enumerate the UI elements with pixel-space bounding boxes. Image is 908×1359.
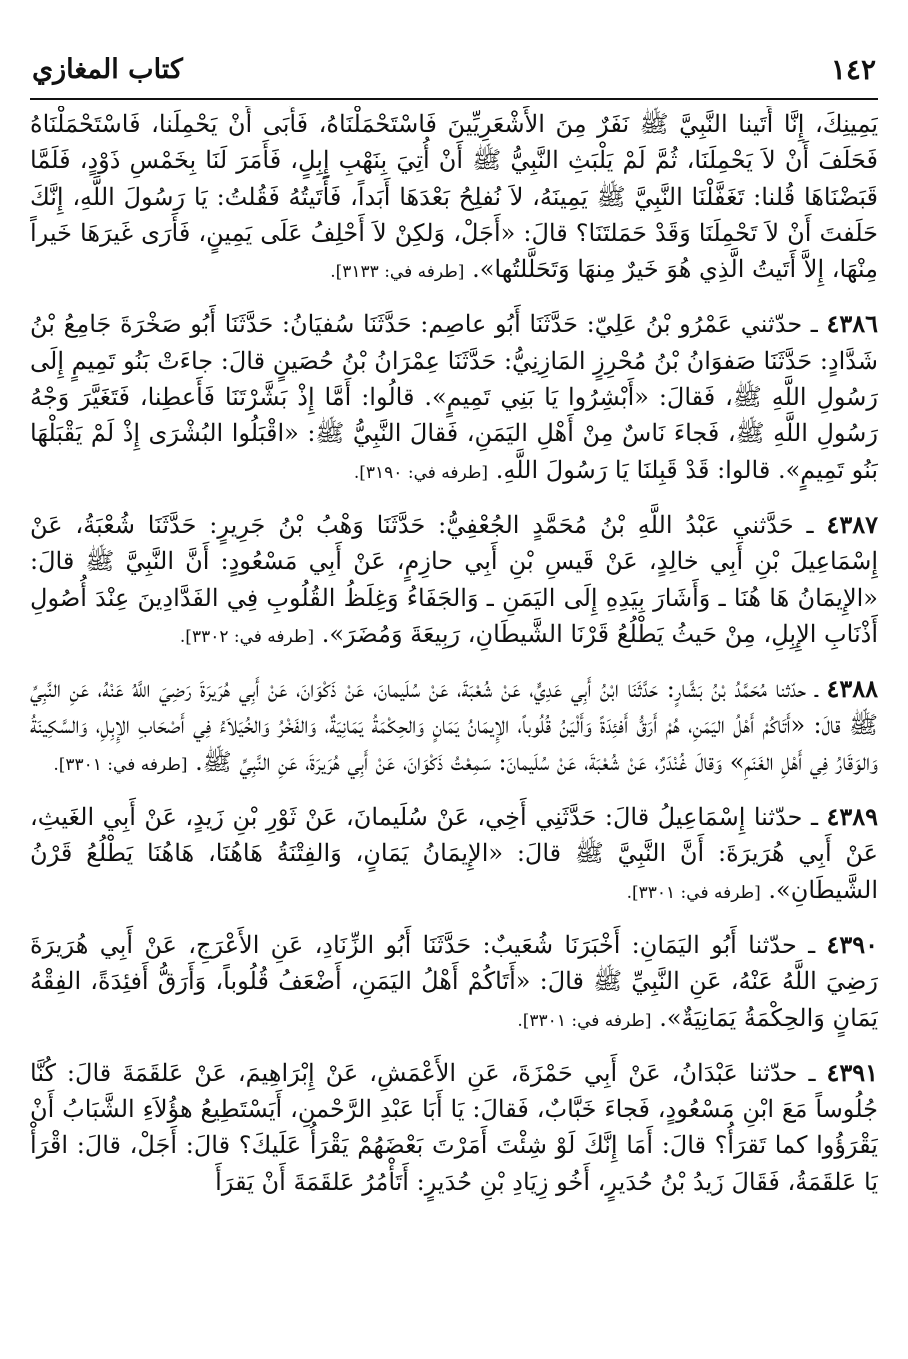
hadith-paragraph xyxy=(30,507,878,655)
hadith-number: ٤٣٩٠ xyxy=(826,929,878,959)
hadith-paragraph xyxy=(30,671,878,783)
hadith-text: ـ حدّثني عَمْرُو بْنُ عَلِيّ: حَدَّثَنَا أَبُو عاصِم: حَدَّثَنَا سُفيَانُ: حَدَّثَنَا أَبُو صَخْرَةَ جَامِعُ بْنُ شَدَّادٍ: حَدَّثَنَا صَفوَانُ بْنُ مُحْرِزٍ المَازِنِيُّ: حَدَّثَنَا عِمْرَانُ بْنُ حُصَينٍ قالَ: جاءَتْ بَنُو تَمِيمٍ إِلَى رَسُولِ اللَّهِ ﷺ، فَقالَ: «أَبْشِرُوا يَا بَنِي تَمِيمٍ». قالُوا: أَمَّا إِذْ بَشَّرْتَنَا فَأَعطِنا، فَتَغَيَّرَ وَجْهُ رَسُولِ اللَّهِ ﷺ، فَجاءَ نَاسٌ مِنْ أَهْلِ اليَمَنِ، فَقالَ النَّبِيُّ ﷺ: «اقْبَلُوا البُشْرَى إِذْ لَمْ يَقْبَلْهَا بَنُو تَمِيمٍ». قالوا: قَدْ قَبِلنَا يَا رَسُولَ اللَّهِ. xyxy=(30,310,878,484)
book-title: كتاب المغازي xyxy=(32,53,183,85)
hadith-text: يَمِينِكَ، إِنَّا أَتَينا النَّبِيَّ ﷺ نَفَرٌ مِنَ الأَشْعَرِيِّينَ فَاسْتَحْمَلْنَاهُ، فَأَبَى أَنْ يَحْمِلَنا، فَاسْتَحْمَلْنَاهُ فَحَلَفَ أَنْ لاَ يَحْمِلَنَا، ثُمَّ لَمْ يَلْبَثِ النَّبِيُّ ﷺ أَنْ أُتِيَ بِنَهْبِ إِبِلٍ، فَأَمَرَ لَنَا بِخَمْسِ ذَوْدٍ، فَلَمَّا قَبَضْنَاهَا قُلنا: تَغَفَّلْنَا النَّبِيَّ ﷺ يَمِينَهُ، لاَ نُفلِحُ بَعْدَهَا أَبَداً، فَأَتَيتُهُ فَقُلتُ: يَا رَسُولَ اللَّهِ، إِنَّكَ حَلَفتَ أَنْ لاَ تَحْمِلَنَا وَقَدْ حَمَلتَنَا؟ قالَ: «أَجَلْ، وَلكِنْ لاَ أَحْلِفُ عَلَى يَمِينٍ، فَأَرَى غَيرَهَا خَيراً مِنْهَا، إِلاَّ أَتَيتُ الَّذِي هُوَ خَيرٌ مِنهَا وَتَحَلَّلتُها». xyxy=(30,110,878,284)
hadith-text: ـ حدّثنا عَبْدَانُ، عَنْ أَبِي حَمْزَةَ، عَنِ الأَعْمَشِ، عَنْ إِبْرَاهِيمَ، عَنْ عَلقَمَةَ قالَ: كُنَّا جُلُوساً مَعَ ابْنِ مَسْعُودٍ، فَجاءَ خَبَّابٌ، فَقالَ: يَا أَبَا عَبْدِ الرَّحْمنِ، أَيَسْتَطِيعُ هؤُلاَءِ الشَّبَابُ أَنْ يَقْرَؤُوا كما تَقرَأُ؟ قالَ: أَمَا إِنَّكَ لَوْ شِئْتَ أَمَرْتَ بَعْضَهُمْ يَقْرَأُ عَلَيكَ؟ قالَ: أَجَلْ، قالَ: اقْرَأْ يَا عَلقَمَةُ، فَقَالَ زَيدُ بْنُ حُدَيرٍ، أَخُو زِيَادِ بْنِ حُدَيرٍ: أَتَأْمُرُ عَلقَمَةَ أَنْ يَقرَأَ xyxy=(30,1058,878,1196)
hadith-text: ـ حَدَّثني عَبْدُ اللَّهِ بْنُ مُحَمَّدٍ الجُعْفِيُّ: حَدَّثَنَا وَهْبُ بْنُ جَرِيرٍ: حَدَّثَنَا شُعْبَةُ، عَنْ إِسْمَاعِيلَ بْنِ أَبِي خالِدٍ، عَنْ قَيسِ بْنِ أَبِي حازِمٍ، عَنْ أَبِي مَسْعُودٍ: أَنَّ النَّبِيَّ ﷺ قالَ: «الإِيمَانُ هَا هُنَا ـ وَأَشَارَ بِيَدِهِ إِلَى اليَمَنِ ـ وَالجَفَاءُ وَغِلَظُ القُلُوبِ فِي الفَدَّادِينَ عِنْدَ أُصُولِ أَذْنَابِ الإِبِلِ، مِنْ حَيثُ يَطْلُعُ قَرْنَا الشَّيطَانِ، رَبِيعَةَ وَمُضَرَ». xyxy=(30,510,878,648)
cross-reference: [طرفه في: ٣٣٠١]. xyxy=(626,882,761,903)
cross-reference: [طرفه في: ٣٣٠١]. xyxy=(53,754,188,775)
hadith-number: ٤٣٨٦ xyxy=(826,309,878,339)
hadith-text: ـ حدّثنا أَبُو اليَمَانِ: أَخْبَرَنَا شُعَيبٌ: حَدَّثَنَا أَبُو الزِّنَادِ، عَنِ الأَعْرَجِ، عَنْ أَبِي هُرَيرَةَ رَضِيَ اللَّهُ عَنْهُ، عَنِ النَّبِيِّ ﷺ قالَ: «أَتَاكُمْ أَهْلُ اليَمَنِ، أَضْعَفُ قُلُوباً، وَأَرَقُّ أَفئِدَةً، الفِقْهُ يَمَانٍ وَالحِكْمَةُ يَمَانِيَةٌ». xyxy=(30,930,878,1032)
hadith-paragraph xyxy=(30,306,878,490)
page-number: ١٤٢ xyxy=(830,52,876,86)
hadith-paragraph xyxy=(30,106,878,290)
cross-reference: [طرفه في: ٣١٣٣]. xyxy=(330,262,465,283)
hadith-paragraph xyxy=(30,1055,878,1200)
cross-reference: [طرفه في: ٣٣٠٢]. xyxy=(179,626,315,647)
hadith-text: ـ حدّثنا مُحَمَّدُ بْنُ بَشَّارٍ: حَدَّثَنَا ابْنُ أَبِي عَدِيٍّ، عَنْ شُعْبَةَ، عَنْ سُلَيمانَ، عَنْ ذَكْوَانَ، عَنْ أَبِي هُرَيرَةَ رَضِيَ اللَّهُ عَنْهُ، عَنِ النَّبِيِّ ﷺ قالَ: «أَتَاكُمْ أَهْلُ اليَمَنِ، هُمْ أَرَقُّ أَفئِدَةً وَأَلْيَنُ قُلُوباً، الإِيمَانُ يَمَانٍ وَالحِكْمَةُ يَمَانِيَةٌ، وَالفَخْرُ وَالخُيَلاَءُ فِي أَصْحَابِ الإِبِلِ، وَالسَّكِينَةُ وَالوَقَارُ فِي أَهْلِ الغَنَمِ» وَقالَ غُنْدَرٌ، عَنْ شُعْبَةَ، عَنْ سُلَيمانَ: سَمِعْتُ ذَكْوَانَ، عَنْ أَبِي هُرَيرَةَ، عَنِ النَّبِيِّ ﷺ. xyxy=(30,675,878,776)
header-rule xyxy=(30,98,878,100)
page-content xyxy=(30,106,878,1351)
hadith-number: ٤٣٩١ xyxy=(826,1057,878,1087)
cross-reference: [طرفه في: ٣١٩٠]. xyxy=(353,462,489,483)
cross-reference: [طرفه في: ٣٣٠١]. xyxy=(517,1010,652,1031)
page-header xyxy=(32,44,876,94)
hadith-text: ـ حدّثنا إِسْمَاعِيلُ قالَ: حَدَّثَنِي أَخِي، عَنْ سُلَيمانَ، عَنْ ثَوْرِ بْنِ زَيدٍ، عَنْ أَبِي الغَيثِ، عَنْ أَبِي هُرَيرَةَ: أَنَّ النَّبِيَّ ﷺ قالَ: «الإِيمَانُ يَمَانٍ، وَالفِتْنَةُ هَاهُنَا، هَاهُنَا يَطْلُعُ قَرْنُ الشَّيطَانِ». xyxy=(30,803,878,904)
hadith-number: ٤٣٨٩ xyxy=(826,802,878,832)
hadith-paragraph xyxy=(30,799,878,911)
hadith-paragraph xyxy=(30,927,878,1039)
hadith-number: ٤٣٨٧ xyxy=(826,509,878,539)
hadith-number: ٤٣٨٨ xyxy=(826,674,878,704)
